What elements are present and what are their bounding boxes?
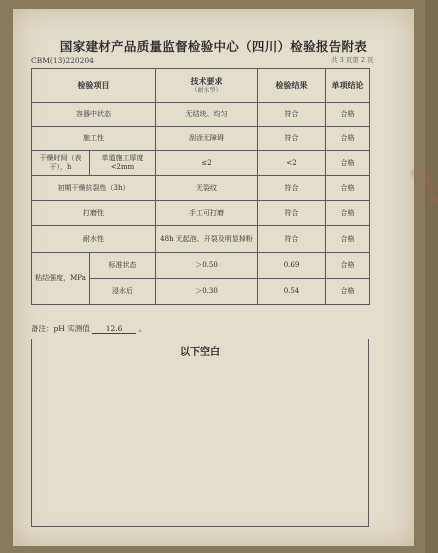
row-requirement: 48h 无起泡、开裂及明显掉粉 (156, 226, 258, 253)
table-row (32, 253, 370, 279)
remark-end: 。 (138, 324, 147, 333)
row-result: <2 (258, 151, 326, 176)
row-requirement: 无裂纹 (156, 176, 258, 201)
row-item: 施工性 (32, 127, 156, 151)
row-result: 符合 (258, 103, 326, 127)
header-requirement-label: 技术要求 (190, 75, 223, 86)
table-row (32, 176, 370, 201)
row-requirement: 刮涂无障碍 (156, 127, 258, 151)
report-page (13, 9, 438, 546)
table-row (32, 201, 370, 226)
table-row (32, 103, 370, 127)
header-requirement (156, 69, 258, 103)
row-item-sub: 单道施工厚度<2mm (90, 151, 156, 176)
row-result: 符合 (258, 127, 326, 151)
row-conclusion: 合格 (326, 127, 370, 151)
header-result: 检验结果 (258, 69, 326, 103)
row-item-sub: 标准状态 (90, 253, 156, 279)
inspection-stamp: （检验专用章） (408, 164, 438, 205)
row-result: 0.69 (258, 253, 326, 279)
row-requirement: ＞0.50 (156, 253, 258, 279)
row-conclusion: 合格 (326, 103, 370, 127)
row-conclusion: 合格 (326, 253, 370, 279)
row-conclusion: 合格 (326, 226, 370, 253)
table-row (32, 151, 370, 176)
report-code: CBM(13)220204 (31, 56, 94, 65)
page-number: 共 3 页第 2 页 (331, 56, 374, 64)
blank-area (31, 339, 369, 527)
row-conclusion: 合格 (326, 279, 370, 305)
row-requirement: ≤2 (156, 151, 258, 176)
row-item: 耐水性 (32, 226, 156, 253)
table-row (32, 226, 370, 253)
row-conclusion: 合格 (326, 151, 370, 176)
results-table (31, 68, 370, 305)
header-item: 检验项目 (32, 69, 156, 103)
row-requirement: 手工可打磨 (156, 201, 258, 226)
report-title: 国家建材产品质量监督检验中心（四川）检验报告附表 (59, 39, 368, 54)
row-result: 0.54 (258, 279, 326, 305)
row-result: 符合 (258, 201, 326, 226)
remark-value: 12.6 (92, 324, 136, 334)
row-conclusion: 合格 (326, 176, 370, 201)
row-conclusion: 合格 (326, 201, 370, 226)
row-result: 符合 (258, 176, 326, 201)
table-header-row (32, 69, 370, 103)
remark-line (31, 323, 146, 334)
header-requirement-sub: （耐水型） (191, 86, 222, 94)
row-item: 粘结强度，MPa (32, 253, 90, 305)
blank-notice: 以下空白 (180, 347, 220, 358)
row-requirement: 无结块、均匀 (156, 103, 258, 127)
header-conclusion: 单项结论 (326, 69, 370, 103)
row-item: 容器中状态 (32, 103, 156, 127)
remark-label: 备注：pH 实测值 (31, 324, 90, 333)
row-result: 符合 (258, 226, 326, 253)
row-item-sub: 浸水后 (90, 279, 156, 305)
row-item: 初期干燥抗裂性（3h） (32, 176, 156, 201)
row-item: 干燥时间（表干），h (32, 151, 90, 176)
row-requirement: ＞0.30 (156, 279, 258, 305)
table-row (32, 127, 370, 151)
row-item: 打磨性 (32, 201, 156, 226)
